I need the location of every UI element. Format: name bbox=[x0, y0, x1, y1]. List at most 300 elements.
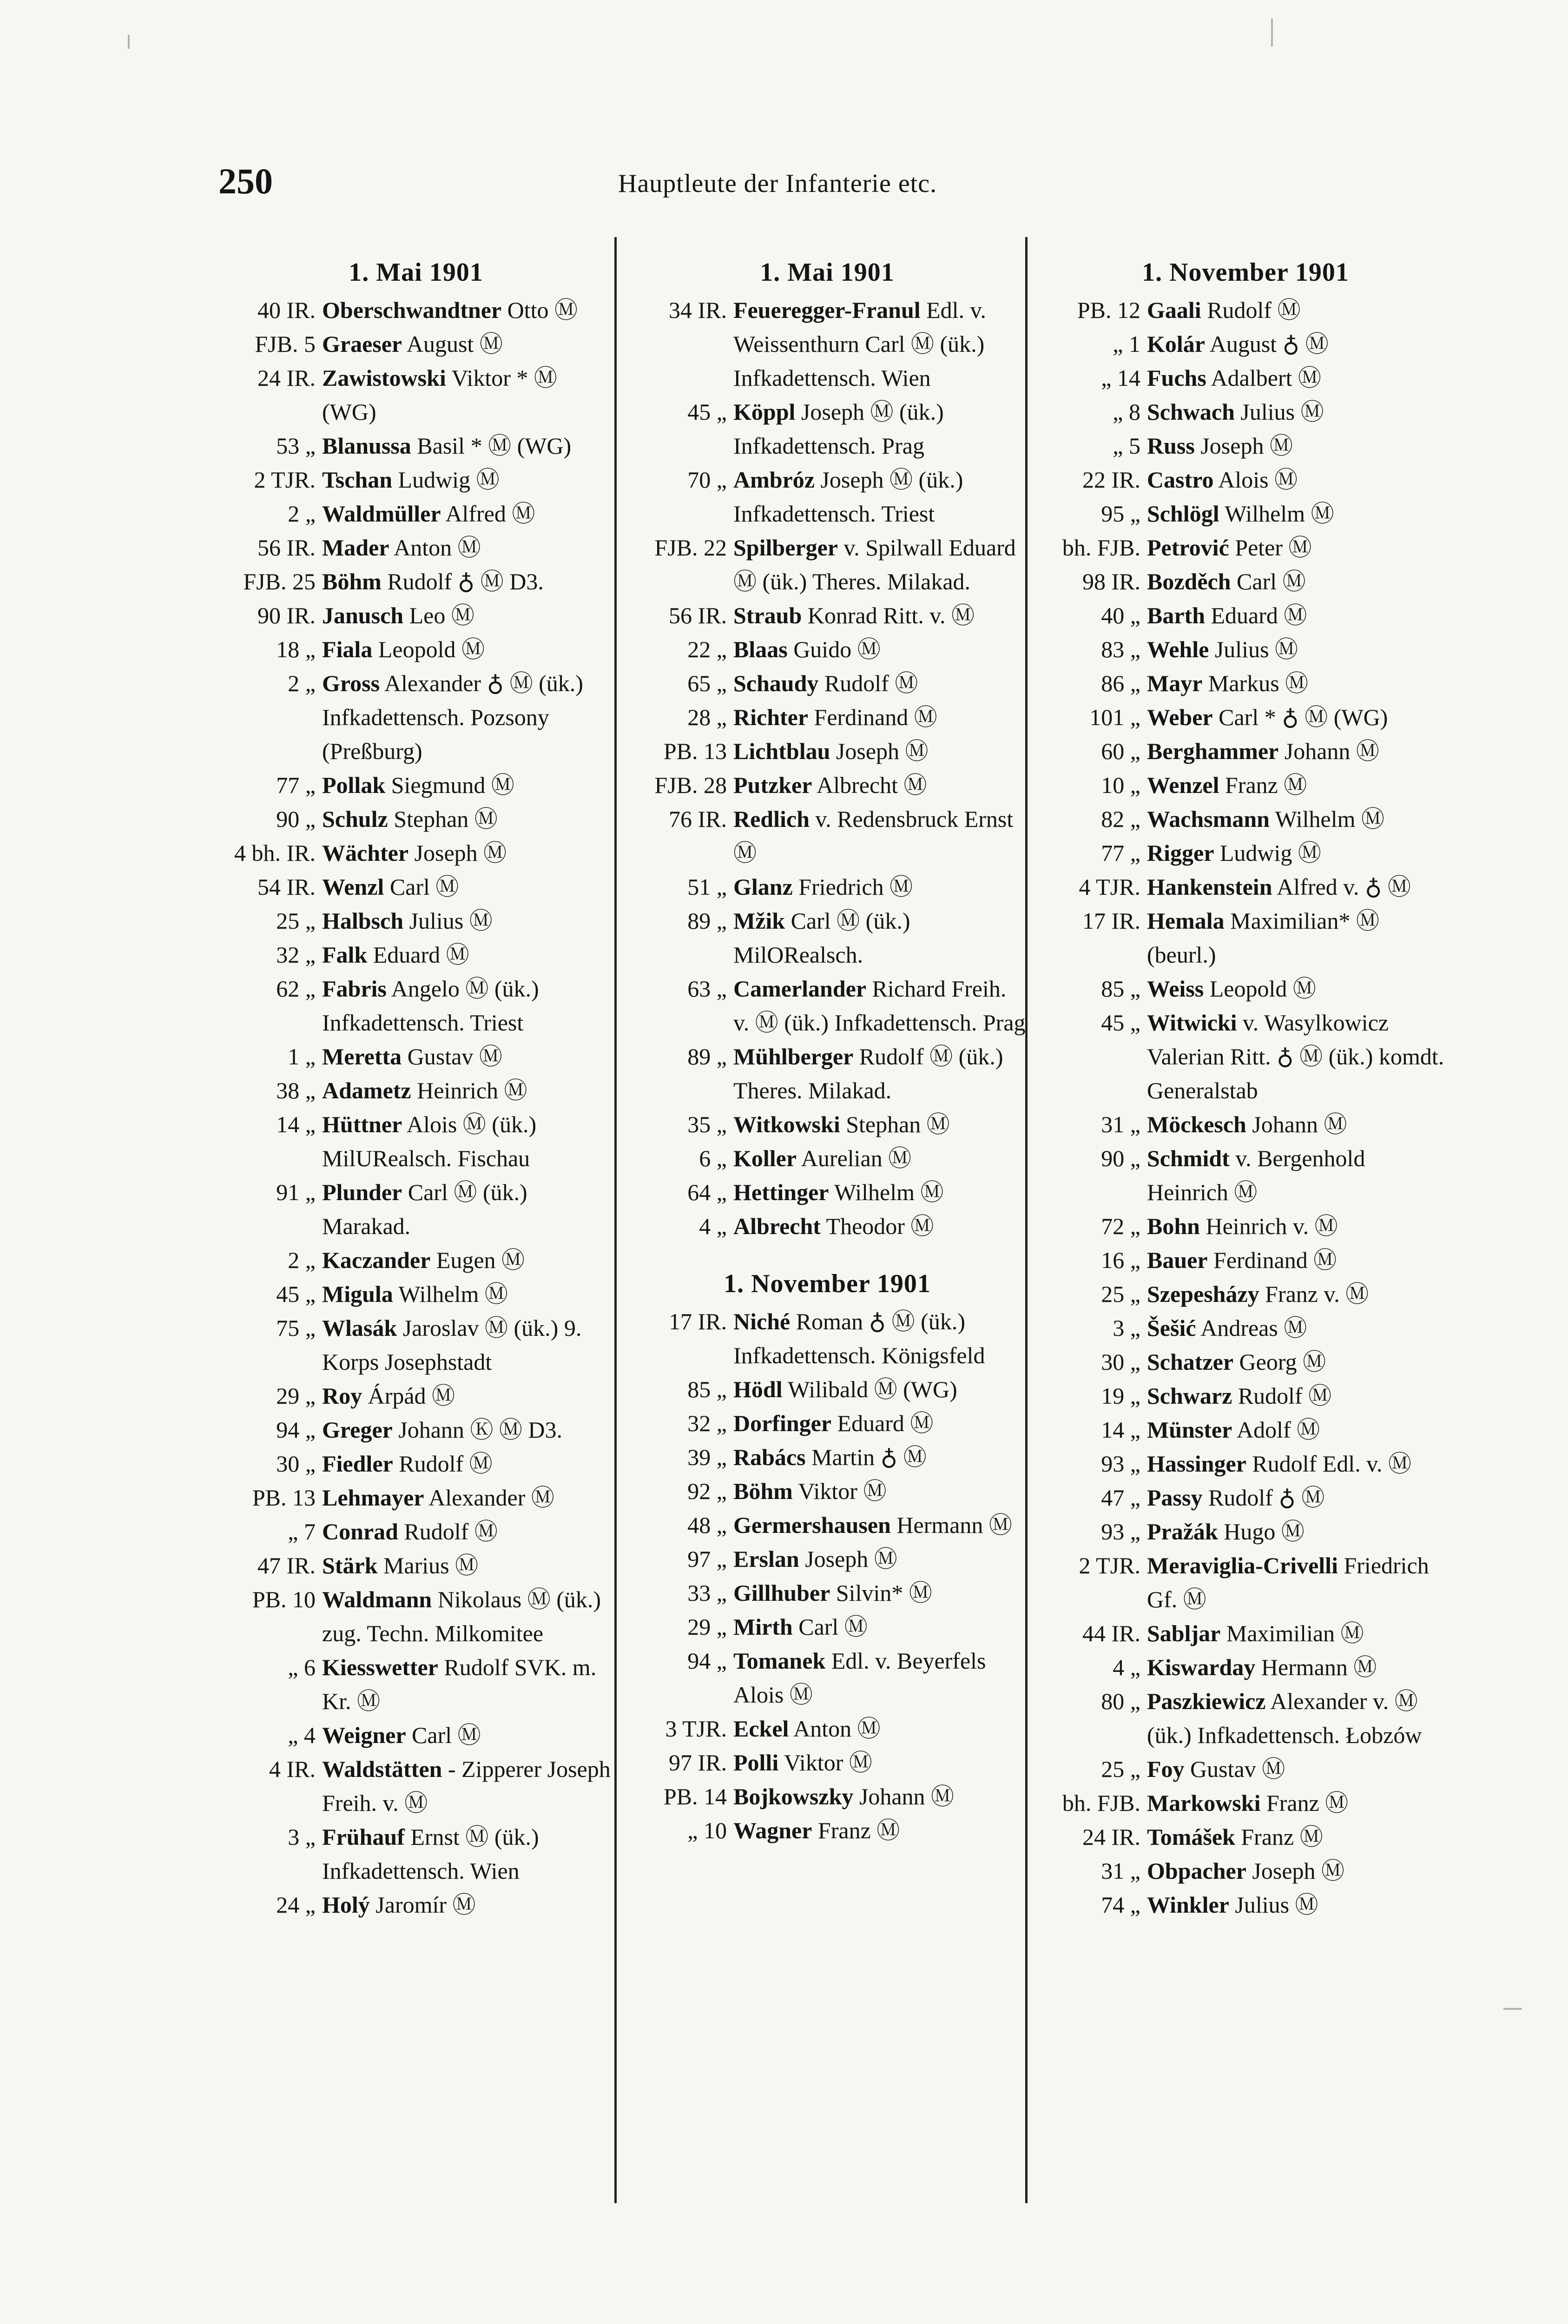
unit-label: 45 „ bbox=[1101, 1010, 1140, 1036]
officer-entry: Waldmüller Alfred Ⓜ bbox=[322, 501, 535, 527]
officer-entry: Wächter Joseph Ⓜ bbox=[322, 840, 507, 866]
list-item bbox=[1041, 633, 1450, 667]
list-item bbox=[627, 463, 1027, 531]
officer-entry: Möckesch Johann Ⓜ bbox=[1147, 1111, 1347, 1137]
list-item bbox=[216, 1040, 616, 1074]
list-item bbox=[216, 1515, 616, 1549]
officer-entry: Wlasák Jaroslav Ⓜ (ük.) 9. Korps Josephstadt bbox=[322, 1315, 582, 1375]
unit-label: FJB. 22 bbox=[654, 535, 727, 561]
officer-entry: Pollak Siegmund Ⓜ bbox=[322, 772, 514, 798]
officer-entry: Bohn Heinrich v. Ⓜ bbox=[1147, 1213, 1338, 1239]
unit-label: 72 „ bbox=[1101, 1213, 1140, 1239]
list-item bbox=[1041, 1311, 1450, 1345]
officer-entry: Zawistowski Viktor * Ⓜ (WG) bbox=[322, 365, 557, 425]
unit-label: bh. FJB. bbox=[1062, 535, 1140, 561]
unit-label: 86 „ bbox=[1101, 670, 1140, 696]
officer-entry: Graeser August Ⓜ bbox=[322, 331, 503, 357]
officer-entry: Winkler Julius Ⓜ bbox=[1147, 1892, 1318, 1918]
list-item bbox=[216, 633, 616, 667]
unit-label: 2 TJR. bbox=[1079, 1552, 1140, 1578]
list-item bbox=[1041, 361, 1450, 395]
officer-entry: Meraviglia-Crivelli Friedrich Gf. Ⓜ bbox=[1147, 1552, 1429, 1612]
officer-entry: Tomášek Franz Ⓜ bbox=[1147, 1824, 1323, 1850]
list-item bbox=[627, 802, 1027, 870]
list-item bbox=[1041, 1243, 1450, 1277]
officer-entry: Koller Aurelian Ⓜ bbox=[733, 1145, 912, 1171]
unit-label: 85 „ bbox=[687, 1376, 727, 1402]
officer-entry: Halbsch Julius Ⓜ bbox=[322, 908, 493, 934]
unit-label: 40 „ bbox=[1101, 602, 1140, 628]
list-item bbox=[216, 361, 616, 429]
unit-label: 3 „ bbox=[288, 1824, 316, 1850]
unit-label: FJB. 5 bbox=[255, 331, 316, 357]
unit-label: 62 „ bbox=[276, 976, 316, 1002]
officer-entry: Kolár August ♁ Ⓜ bbox=[1147, 331, 1329, 357]
section-heading: 1. November 1901 bbox=[724, 1269, 931, 1298]
unit-label: PB. 10 bbox=[252, 1586, 316, 1612]
unit-label: 101 „ bbox=[1089, 704, 1140, 730]
unit-label: 76 IR. bbox=[669, 806, 727, 832]
scan-speck bbox=[1503, 2008, 1522, 2010]
officer-entry: Barth Eduard Ⓜ bbox=[1147, 602, 1307, 628]
list-item bbox=[1041, 836, 1450, 870]
unit-label: 2 „ bbox=[288, 501, 316, 527]
list-item bbox=[627, 633, 1027, 667]
unit-label: 97 „ bbox=[687, 1546, 727, 1572]
officer-entry: Waldmann Nikolaus Ⓜ (ük.) zug. Techn. Milkomitee bbox=[322, 1586, 601, 1646]
officer-entry: Rabács Martin ♁ Ⓜ bbox=[733, 1444, 927, 1470]
list-item bbox=[1041, 700, 1450, 734]
officer-entry: Erslan Joseph Ⓜ bbox=[733, 1546, 897, 1572]
officer-entry: Spilberger v. Spilwall Eduard Ⓜ (ük.) Theres. Milakad. bbox=[733, 535, 1016, 594]
list-item bbox=[627, 1406, 1027, 1440]
unit-label: „ 8 bbox=[1113, 399, 1140, 425]
list-item bbox=[1041, 1108, 1450, 1142]
unit-label: 40 IR. bbox=[257, 297, 316, 323]
list-item bbox=[627, 972, 1027, 1040]
unit-label: 10 „ bbox=[1101, 772, 1140, 798]
officer-entry: Falk Eduard Ⓜ bbox=[322, 942, 469, 968]
section-heading: 1. November 1901 bbox=[1142, 258, 1349, 287]
list-item bbox=[1041, 1413, 1450, 1447]
officer-entry: Camerlander Richard Freih. v. Ⓜ (ük.) Infkadettensch. Prag bbox=[733, 976, 1026, 1036]
officer-entry: Holý Jaromír Ⓜ bbox=[322, 1892, 476, 1918]
unit-label: 97 IR. bbox=[669, 1750, 727, 1776]
unit-label: 95 „ bbox=[1101, 501, 1140, 527]
list-item bbox=[627, 1542, 1027, 1576]
list-item bbox=[216, 938, 616, 972]
unit-label: 35 „ bbox=[687, 1111, 727, 1137]
officer-entry: Böhm Rudolf ♁ Ⓜ D3. bbox=[322, 568, 544, 594]
unit-label: 56 IR. bbox=[257, 535, 316, 561]
list-item bbox=[216, 327, 616, 361]
officer-entry: Lichtblau Joseph Ⓜ bbox=[733, 738, 929, 764]
officer-entry: Lehmayer Alexander Ⓜ bbox=[322, 1485, 554, 1511]
unit-label: 53 „ bbox=[276, 433, 316, 459]
officer-entry: Mayr Markus Ⓜ bbox=[1147, 670, 1309, 696]
unit-label: 34 IR. bbox=[669, 297, 727, 323]
officer-entry: Petrović Peter Ⓜ bbox=[1147, 535, 1312, 561]
list-item bbox=[627, 700, 1027, 734]
list-item bbox=[216, 497, 616, 531]
officer-entry: Hankenstein Alfred v. ♁ Ⓜ bbox=[1147, 874, 1411, 900]
list-item bbox=[627, 599, 1027, 633]
officer-entry: Schulz Stephan Ⓜ bbox=[322, 806, 498, 832]
list-item bbox=[216, 1549, 616, 1583]
unit-label: 32 „ bbox=[276, 942, 316, 968]
list-item bbox=[627, 768, 1027, 802]
list-item bbox=[627, 870, 1027, 904]
officer-entry: Münster Adolf Ⓜ bbox=[1147, 1417, 1320, 1443]
unit-label: 65 „ bbox=[687, 670, 727, 696]
unit-label: 4 bh. IR. bbox=[234, 840, 316, 866]
officer-entry: Weber Carl * ♁ Ⓜ (WG) bbox=[1147, 704, 1388, 730]
officer-entry: Waldstätten - Zipperer Joseph Freih. v. Ⓜ bbox=[322, 1756, 611, 1816]
list-item bbox=[627, 1305, 1027, 1373]
list-item bbox=[627, 395, 1027, 463]
unit-label: 1 „ bbox=[288, 1043, 316, 1070]
list-item bbox=[1041, 293, 1450, 327]
unit-label: 63 „ bbox=[687, 976, 727, 1002]
list-item bbox=[1041, 1006, 1450, 1108]
officer-entry: Polli Viktor Ⓜ bbox=[733, 1750, 872, 1776]
unit-label: 14 „ bbox=[1101, 1417, 1140, 1443]
officer-entry: Blanussa Basil * Ⓜ (WG) bbox=[322, 433, 572, 459]
officer-entry: Kiswarday Hermann Ⓜ bbox=[1147, 1654, 1377, 1680]
list-item bbox=[216, 1074, 616, 1108]
list-item bbox=[1041, 565, 1450, 599]
list-item bbox=[1041, 463, 1450, 497]
officer-entry: Szepesházy Franz v. Ⓜ bbox=[1147, 1281, 1369, 1307]
unit-label: 25 „ bbox=[1101, 1281, 1140, 1307]
unit-label: 77 „ bbox=[276, 772, 316, 798]
officer-entry: Paszkiewicz Alexander v. Ⓜ (ük.) Infkadettensch. Łobzów bbox=[1147, 1688, 1422, 1748]
officer-entry: Niché Roman ♁ Ⓜ (ük.) Infkadettensch. Königsfeld bbox=[733, 1308, 985, 1368]
list-item bbox=[216, 1718, 616, 1752]
list-item bbox=[627, 1712, 1027, 1746]
list-item bbox=[1041, 497, 1450, 531]
list-item bbox=[1041, 972, 1450, 1006]
unit-label: 38 „ bbox=[276, 1077, 316, 1103]
list-item bbox=[216, 1888, 616, 1922]
list-item bbox=[216, 1379, 616, 1413]
list-item bbox=[627, 1440, 1027, 1474]
list-item bbox=[216, 1175, 616, 1243]
unit-label: PB. 14 bbox=[663, 1783, 727, 1809]
list-item bbox=[627, 734, 1027, 768]
list-item bbox=[1041, 1752, 1450, 1786]
officer-entry: Hassinger Rudolf Edl. v. Ⓜ bbox=[1147, 1451, 1411, 1477]
unit-label: 48 „ bbox=[687, 1512, 727, 1538]
list-item bbox=[1041, 1684, 1450, 1752]
officer-entry: Schmidt v. Bergenhold Heinrich Ⓜ bbox=[1147, 1145, 1365, 1205]
list-item bbox=[1041, 904, 1450, 972]
scan-speck bbox=[1271, 19, 1273, 46]
unit-label: 25 „ bbox=[1101, 1756, 1140, 1782]
officer-entry: Stärk Marius Ⓜ bbox=[322, 1552, 479, 1578]
officer-entry: Köppl Joseph Ⓜ (ük.) Infkadettensch. Prag bbox=[733, 399, 944, 459]
officer-entry: Fiedler Rudolf Ⓜ bbox=[322, 1451, 493, 1477]
list-item bbox=[627, 1209, 1027, 1243]
officer-entry: Mader Anton Ⓜ bbox=[322, 535, 481, 561]
officer-entry: Kiesswetter Rudolf SVK. m. Kr. Ⓜ bbox=[322, 1654, 597, 1714]
officer-entry: Witwicki v. Wasylkowicz Valerian Ritt. ♁ Ⓜ (ük.) komdt. Generalstab bbox=[1147, 1010, 1444, 1103]
officer-entry: Greger Johann Ⓚ Ⓜ D3. bbox=[322, 1417, 563, 1443]
unit-label: 30 „ bbox=[276, 1451, 316, 1477]
officer-entry: Glanz Friedrich Ⓜ bbox=[733, 874, 913, 900]
list-item bbox=[1041, 734, 1450, 768]
list-item bbox=[627, 293, 1027, 395]
officer-entry: Schwach Julius Ⓜ bbox=[1147, 399, 1324, 425]
officer-entry: Straub Konrad Ritt. v. Ⓜ bbox=[733, 602, 975, 628]
unit-label: 33 „ bbox=[687, 1580, 727, 1606]
officer-entry: Ambróz Joseph Ⓜ (ük.) Infkadettensch. Triest bbox=[733, 467, 963, 527]
list-item bbox=[627, 1142, 1027, 1175]
unit-label: 92 „ bbox=[687, 1478, 727, 1504]
officer-entry: Böhm Viktor Ⓜ bbox=[733, 1478, 887, 1504]
unit-label: „ 7 bbox=[288, 1519, 316, 1545]
officer-entry: Gaali Rudolf Ⓜ bbox=[1147, 297, 1301, 323]
unit-label: 6 „ bbox=[699, 1145, 727, 1171]
unit-label: 56 IR. bbox=[669, 602, 727, 628]
list-item bbox=[1041, 1209, 1450, 1243]
officer-entry: Tschan Ludwig Ⓜ bbox=[322, 467, 500, 493]
list-item bbox=[627, 1108, 1027, 1142]
list-item bbox=[1041, 1345, 1450, 1379]
unit-label: 83 „ bbox=[1101, 636, 1140, 662]
list-item bbox=[1041, 327, 1450, 361]
unit-label: 90 „ bbox=[1101, 1145, 1140, 1171]
list-item bbox=[627, 1474, 1027, 1508]
unit-label: 4 TJR. bbox=[1079, 874, 1140, 900]
unit-label: 17 IR. bbox=[1082, 908, 1140, 934]
officer-entry: Wehle Julius Ⓜ bbox=[1147, 636, 1298, 662]
officer-entry: Schaudy Rudolf Ⓜ bbox=[733, 670, 918, 696]
officer-entry: Frühauf Ernst Ⓜ (ük.) Infkadettensch. Wien bbox=[322, 1824, 539, 1884]
list-item bbox=[216, 904, 616, 938]
list-item bbox=[216, 1583, 616, 1651]
officer-entry: Hödl Wilibald Ⓜ (WG) bbox=[733, 1376, 957, 1402]
list-item bbox=[216, 1651, 616, 1718]
officer-entry: Fiala Leopold Ⓜ bbox=[322, 636, 485, 662]
running-head: Hauptleute der Infanterie etc. bbox=[618, 169, 937, 198]
unit-label: 31 „ bbox=[1101, 1111, 1140, 1137]
officer-entry: Plunder Carl Ⓜ (ük.) Marakad. bbox=[322, 1179, 527, 1239]
officer-entry: Obpacher Joseph Ⓜ bbox=[1147, 1858, 1345, 1884]
list-item bbox=[216, 599, 616, 633]
list-item bbox=[1041, 395, 1450, 429]
officer-entry: Richter Ferdinand Ⓜ bbox=[733, 704, 937, 730]
officer-entry: Russ Joseph Ⓜ bbox=[1147, 433, 1293, 459]
list-item bbox=[1041, 1481, 1450, 1515]
officer-entry: Eckel Anton Ⓜ bbox=[733, 1716, 881, 1742]
officer-entry: Meretta Gustav Ⓜ bbox=[322, 1043, 502, 1070]
list-item bbox=[1041, 1515, 1450, 1549]
unit-label: 19 „ bbox=[1101, 1383, 1140, 1409]
list-item bbox=[627, 531, 1027, 599]
officer-entry: Schlögl Wilhelm Ⓜ bbox=[1147, 501, 1334, 527]
page-header bbox=[218, 160, 1473, 211]
unit-label: 45 „ bbox=[687, 399, 727, 425]
list-item bbox=[216, 429, 616, 463]
unit-label: 24 IR. bbox=[257, 365, 316, 391]
scan-speck bbox=[128, 35, 130, 49]
list-item bbox=[216, 1311, 616, 1379]
list-item bbox=[1041, 531, 1450, 565]
column-2 bbox=[627, 253, 1027, 2205]
officer-entry: Weigner Carl Ⓜ bbox=[322, 1722, 481, 1748]
list-item bbox=[216, 293, 616, 327]
list-item bbox=[216, 1277, 616, 1311]
officer-entry: Fuchs Adalbert Ⓜ bbox=[1147, 365, 1321, 391]
list-item bbox=[1041, 1820, 1450, 1854]
unit-label: 3 TJR. bbox=[665, 1716, 727, 1742]
list-item bbox=[627, 1040, 1027, 1108]
officer-entry: Berghammer Johann Ⓜ bbox=[1147, 738, 1379, 764]
officer-entry: Wenzl Carl Ⓜ bbox=[322, 874, 459, 900]
list-item bbox=[627, 1576, 1027, 1610]
list-item bbox=[216, 531, 616, 565]
unit-label: 94 „ bbox=[276, 1417, 316, 1443]
list-item bbox=[216, 870, 616, 904]
list-item bbox=[627, 667, 1027, 700]
unit-label: „ 4 bbox=[288, 1722, 316, 1748]
page-number: 250 bbox=[218, 161, 273, 201]
officer-entry: Oberschwandtner Otto Ⓜ bbox=[322, 297, 578, 323]
officer-entry: Bozděch Carl Ⓜ bbox=[1147, 568, 1306, 594]
unit-label: 22 IR. bbox=[1082, 467, 1140, 493]
list-item bbox=[216, 836, 616, 870]
officer-entry: Wagner Franz Ⓜ bbox=[733, 1817, 900, 1843]
officer-entry: Janusch Leo Ⓜ bbox=[322, 602, 474, 628]
unit-label: 91 „ bbox=[276, 1179, 316, 1205]
officer-entry: Tomanek Edl. v. Beyerfels Alois Ⓜ bbox=[733, 1648, 986, 1708]
unit-label: 80 „ bbox=[1101, 1688, 1140, 1714]
unit-label: 51 „ bbox=[687, 874, 727, 900]
officer-entry: Markowski Franz Ⓜ bbox=[1147, 1790, 1349, 1816]
unit-label: 90 IR. bbox=[257, 602, 316, 628]
officer-entry: Pražák Hugo Ⓜ bbox=[1147, 1519, 1304, 1545]
unit-label: 54 IR. bbox=[257, 874, 316, 900]
officer-entry: Feueregger-Franul Edl. v. Weissenthurn Carl Ⓜ (ük.) Infkadettensch. Wien bbox=[733, 297, 986, 391]
list-item bbox=[1041, 1447, 1450, 1481]
officer-entry: Adametz Heinrich Ⓜ bbox=[322, 1077, 527, 1103]
list-item bbox=[627, 1508, 1027, 1542]
officer-entry: Hettinger Wilhelm Ⓜ bbox=[733, 1179, 944, 1205]
unit-label: 74 „ bbox=[1101, 1892, 1140, 1918]
list-item bbox=[216, 667, 616, 768]
unit-label: 44 IR. bbox=[1082, 1620, 1140, 1646]
unit-label: 3 „ bbox=[1113, 1315, 1140, 1341]
list-item bbox=[1041, 1549, 1450, 1617]
unit-label: 98 IR. bbox=[1082, 568, 1140, 594]
section-heading: 1. Mai 1901 bbox=[349, 258, 483, 287]
officer-entry: Mirth Carl Ⓜ bbox=[733, 1614, 868, 1640]
officer-entry: Wenzel Franz Ⓜ bbox=[1147, 772, 1307, 798]
officer-entry: Mžik Carl Ⓜ (ük.) MilORealsch. bbox=[733, 908, 910, 968]
unit-label: PB. 13 bbox=[252, 1485, 316, 1511]
list-item bbox=[216, 1413, 616, 1447]
officer-entry: Putzker Albrecht Ⓜ bbox=[733, 772, 927, 798]
unit-label: 70 „ bbox=[687, 467, 727, 493]
unit-label: 29 „ bbox=[687, 1614, 727, 1640]
unit-label: PB. 12 bbox=[1077, 297, 1140, 323]
unit-label: „ 6 bbox=[288, 1654, 316, 1680]
officer-entry: Schwarz Rudolf Ⓜ bbox=[1147, 1383, 1332, 1409]
list-item bbox=[216, 1481, 616, 1515]
unit-label: 45 „ bbox=[276, 1281, 316, 1307]
list-item bbox=[216, 1447, 616, 1481]
unit-label: „ 5 bbox=[1113, 433, 1140, 459]
unit-label: 82 „ bbox=[1101, 806, 1140, 832]
officer-entry: Foy Gustav Ⓜ bbox=[1147, 1756, 1285, 1782]
list-item bbox=[1041, 1379, 1450, 1413]
unit-label: „ 14 bbox=[1101, 365, 1140, 391]
list-item bbox=[1041, 429, 1450, 463]
unit-label: 14 „ bbox=[276, 1111, 316, 1137]
list-item bbox=[627, 1814, 1027, 1848]
unit-label: 75 „ bbox=[276, 1315, 316, 1341]
unit-label: 22 „ bbox=[687, 636, 727, 662]
column-3 bbox=[1041, 253, 1450, 2205]
unit-label: PB. 13 bbox=[663, 738, 727, 764]
unit-label: 4 IR. bbox=[269, 1756, 316, 1782]
officer-entry: Mühlberger Rudolf Ⓜ (ük.) Theres. Milakad. bbox=[733, 1043, 1003, 1103]
unit-label: 17 IR. bbox=[669, 1308, 727, 1334]
list-item bbox=[1041, 599, 1450, 633]
unit-label: 89 „ bbox=[687, 908, 727, 934]
officer-entry: Migula Wilhelm Ⓜ bbox=[322, 1281, 508, 1307]
unit-label: „ 10 bbox=[687, 1817, 727, 1843]
list-item bbox=[216, 802, 616, 836]
list-item bbox=[627, 904, 1027, 972]
officer-entry: Blaas Guido Ⓜ bbox=[733, 636, 881, 662]
officer-entry: Wachsmann Wilhelm Ⓜ bbox=[1147, 806, 1385, 832]
officer-entry: Dorfinger Eduard Ⓜ bbox=[733, 1410, 934, 1436]
unit-label: 89 „ bbox=[687, 1043, 727, 1070]
unit-label: 28 „ bbox=[687, 704, 727, 730]
unit-label: 94 „ bbox=[687, 1648, 727, 1674]
officer-entry: Sabljar Maximilian Ⓜ bbox=[1147, 1620, 1364, 1646]
officer-entry: Schatzer Georg Ⓜ bbox=[1147, 1349, 1326, 1375]
officer-entry: Hüttner Alois Ⓜ (ük.) MilURealsch. Fischau bbox=[322, 1111, 537, 1171]
unit-label: 93 „ bbox=[1101, 1451, 1140, 1477]
list-item bbox=[1041, 1617, 1450, 1651]
unit-label: 30 „ bbox=[1101, 1349, 1140, 1375]
officer-entry: Bojkowszky Johann Ⓜ bbox=[733, 1783, 955, 1809]
list-item bbox=[627, 1610, 1027, 1644]
unit-label: 16 „ bbox=[1101, 1247, 1140, 1273]
section-heading: 1. Mai 1901 bbox=[760, 258, 895, 287]
list-item bbox=[627, 1175, 1027, 1209]
officer-entry: Hemala Maximilian* Ⓜ (beurl.) bbox=[1147, 908, 1379, 968]
unit-label: 85 „ bbox=[1101, 976, 1140, 1002]
unit-label: 39 „ bbox=[687, 1444, 727, 1470]
list-item bbox=[627, 1746, 1027, 1780]
column-1 bbox=[216, 253, 616, 2205]
unit-label: 4 „ bbox=[1113, 1654, 1140, 1680]
list-item bbox=[1041, 1888, 1450, 1922]
list-item bbox=[627, 1373, 1027, 1406]
unit-label: 93 „ bbox=[1101, 1519, 1140, 1545]
officer-entry: Bauer Ferdinand Ⓜ bbox=[1147, 1247, 1337, 1273]
unit-label: FJB. 28 bbox=[654, 772, 727, 798]
unit-label: 90 „ bbox=[276, 806, 316, 832]
list-item bbox=[1041, 802, 1450, 836]
officer-entry: Šešić Andreas Ⓜ bbox=[1147, 1315, 1307, 1341]
unit-label: 18 „ bbox=[276, 636, 316, 662]
officer-entry: Germershausen Hermann Ⓜ bbox=[733, 1512, 1012, 1538]
